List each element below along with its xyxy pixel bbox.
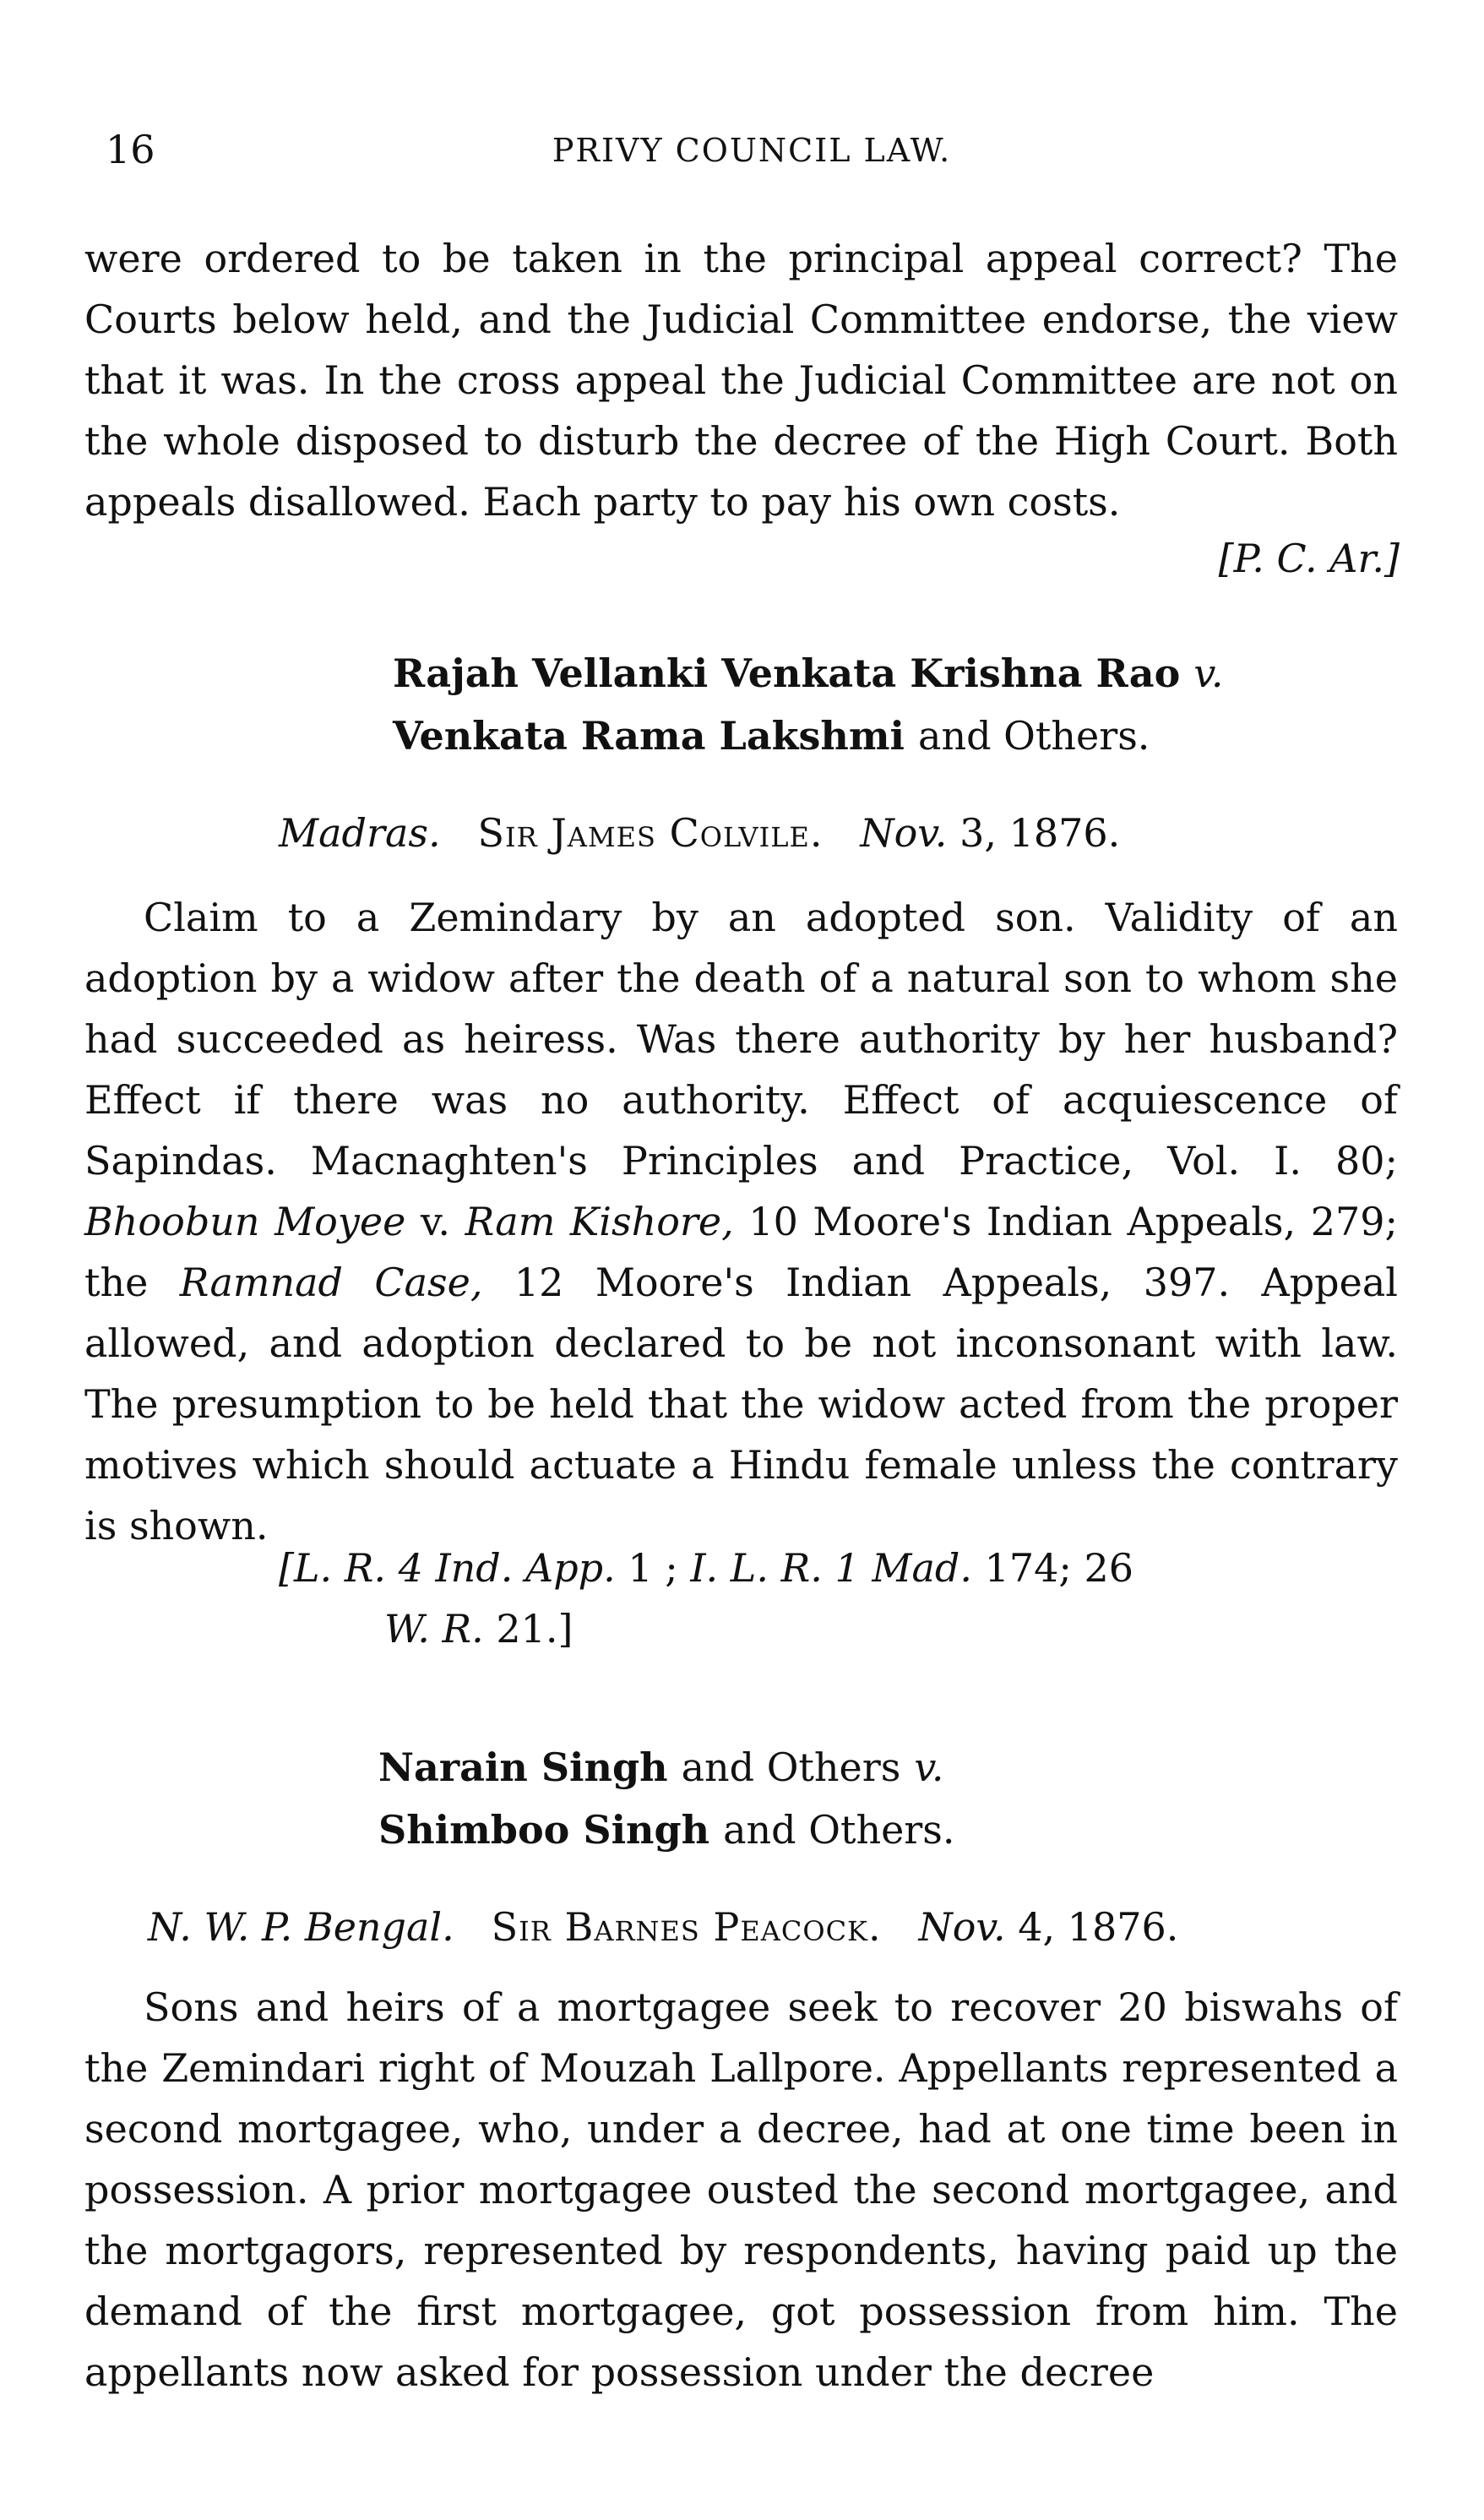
case3-court: N. W. P. Bengal. bbox=[148, 1904, 454, 1950]
page-number: 16 bbox=[106, 127, 155, 172]
case3-and-others-1: and Others bbox=[681, 1744, 901, 1790]
case3-and-others-2: and Others. bbox=[723, 1807, 955, 1853]
case2-cite-line2 bbox=[279, 1598, 1402, 1659]
case2-court: Madras. bbox=[279, 810, 441, 856]
case2-appellant: Rajah Vellanki Venkata Krishna Rao bbox=[393, 650, 1181, 696]
case1-tail-paragraph: were ordered to be taken in the principal appeal correct? The Courts below held, and the Judicial Committee endorse, the view that it was. In the cross appeal the Judicial Committee are not on the whole disposed to disturb the decree of the High Court. Both appeals disallowed. Each party to pay his own costs. bbox=[84, 236, 1398, 525]
case2-cite-b: 1 ; bbox=[628, 1545, 678, 1591]
case3-title-line1 bbox=[378, 1736, 955, 1799]
case1-citation bbox=[1219, 528, 1400, 589]
case2-and-others: and Others. bbox=[918, 713, 1150, 759]
case2-body-part1: Claim to a Zemindary by an adopted son. Validity of an adoption by a widow after the death of a natural son to whom she had succeeded as heiress. Was there authority by her husband? Effect if there was no authority. Effect of acquiescence of Sapindas. Macnaghten's Principles and Practice, Vol. I. 80; bbox=[84, 895, 1398, 1184]
case2-cite-d: 174; 26 bbox=[984, 1545, 1134, 1591]
case2-date-month: Nov. bbox=[860, 810, 948, 856]
case2-judge: Sir James Colvile. bbox=[477, 810, 824, 856]
case2-respondent: Venkata Rama Lakshmi bbox=[393, 713, 905, 759]
case3-appellant: Narain Singh bbox=[378, 1744, 668, 1790]
case3-judge: Sir Barnes Peacock. bbox=[491, 1904, 882, 1950]
case2-cite-f: 21.] bbox=[496, 1606, 573, 1652]
case2-title bbox=[393, 642, 1223, 767]
running-title: PRIVY COUNCIL LAW. bbox=[552, 132, 952, 169]
case2-title-line1 bbox=[393, 642, 1223, 705]
case2-cite-e: W. R. bbox=[384, 1606, 484, 1652]
case3-title-line2 bbox=[378, 1799, 955, 1861]
case3-date: 4, 1876. bbox=[1018, 1904, 1179, 1950]
case3-respondent: Shimboo Singh bbox=[378, 1807, 710, 1853]
case3-title bbox=[378, 1736, 955, 1861]
page-header bbox=[106, 127, 1398, 186]
case2-cite-a: [L. R. 4 Ind. App. bbox=[279, 1545, 616, 1591]
case2-case-ref1-v: v. bbox=[420, 1199, 451, 1244]
case3-court-line bbox=[148, 1897, 1178, 1957]
case2-body-part2: 10 Moore's Indian Appeals, 279; the bbox=[84, 1199, 1399, 1305]
case2-versus: v. bbox=[1193, 650, 1224, 696]
case2-body-paragraph bbox=[84, 887, 1398, 1556]
case2-title-line2 bbox=[393, 705, 1223, 767]
case1-citation-text: [P. C. Ar.] bbox=[1218, 536, 1400, 581]
case3-versus: v. bbox=[914, 1744, 944, 1790]
case2-case-ref1: Bhoobun Moyee bbox=[84, 1199, 406, 1244]
case2-court-line bbox=[279, 803, 1120, 863]
case2-date: 3, 1876. bbox=[959, 810, 1121, 856]
case2-citation bbox=[279, 1538, 1402, 1659]
case2-cite-c: I. L. R. 1 Mad. bbox=[690, 1545, 972, 1591]
case3-date-month: Nov. bbox=[918, 1904, 1006, 1950]
case3-body-paragraph: Sons and heirs of a mortgagee seek to recover 20 biswahs of the Zemindari right of Mouzah Lallpore. Appellants represented a second mortgagee, who, under a decree, had at one time been in possession. A prior mortgagee ousted the second mortgagee, and the mortgagors, represented by respondents, having paid up the demand of the first mortgagee, got possession from him. The appellants now asked for possession under the decree bbox=[84, 1984, 1398, 2395]
case2-case-ref1b: Ram Kishore, bbox=[465, 1199, 734, 1244]
case2-case-ref2: Ramnad Case, bbox=[179, 1260, 483, 1305]
case2-body-part3: 12 Moore's Indian Appeals, 397. Appeal allowed, and adoption declared to be not inconsonant with law. The presumption to be held that the widow acted from the proper motives which should actuate a Hindu female unless the contrary is shown. bbox=[84, 1260, 1398, 1548]
